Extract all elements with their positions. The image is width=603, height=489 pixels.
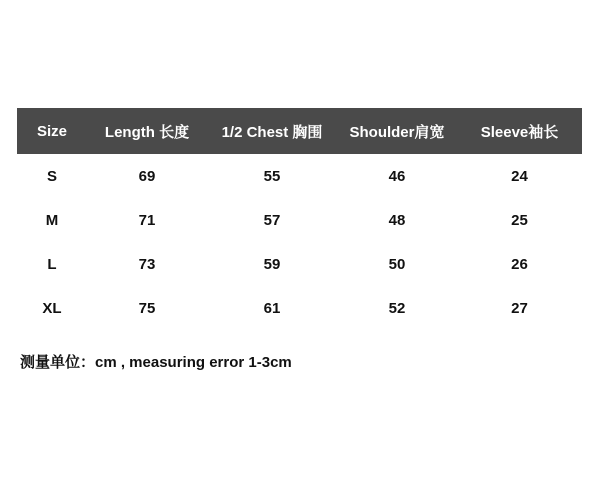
cell-chest: 61 [263,299,281,317]
cell-chest: 59 [263,255,281,273]
cell-sleeve: 24 [511,167,528,185]
cell-length: 71 [138,211,156,229]
cell-length: 75 [138,299,156,317]
table-header [17,108,582,154]
table-row [17,242,582,286]
header-length: Length 长度 [87,108,207,154]
header-shoulder: Shoulder肩宽 [337,108,457,154]
size-chart-table [17,108,582,330]
cell-size: XL [42,299,62,317]
cell-chest: 55 [263,167,281,185]
cell-shoulder: 50 [388,255,406,273]
table-row [17,154,582,198]
cell-shoulder: 52 [388,299,406,317]
header-row [17,108,582,154]
cell-chest: 57 [263,211,281,229]
cell-shoulder: 48 [388,211,406,229]
header-size: Size [17,108,87,154]
table-row [17,198,582,242]
table-body [17,154,582,330]
cell-size: L [47,255,57,273]
cell-size: S [46,167,57,185]
table-row [17,286,582,330]
measurement-note: 测量单位：cm , measuring error 1-3cm [20,354,292,371]
header-sleeve: Sleeve袖长 [457,108,582,154]
cell-size: M [45,211,59,229]
cell-sleeve: 25 [511,211,528,229]
header-chest: 1/2 Chest 胸围 [207,108,337,154]
cell-length: 69 [138,167,156,185]
cell-sleeve: 26 [511,255,528,273]
cell-length: 73 [138,255,156,273]
cell-shoulder: 46 [388,167,406,185]
cell-sleeve: 27 [511,299,528,317]
